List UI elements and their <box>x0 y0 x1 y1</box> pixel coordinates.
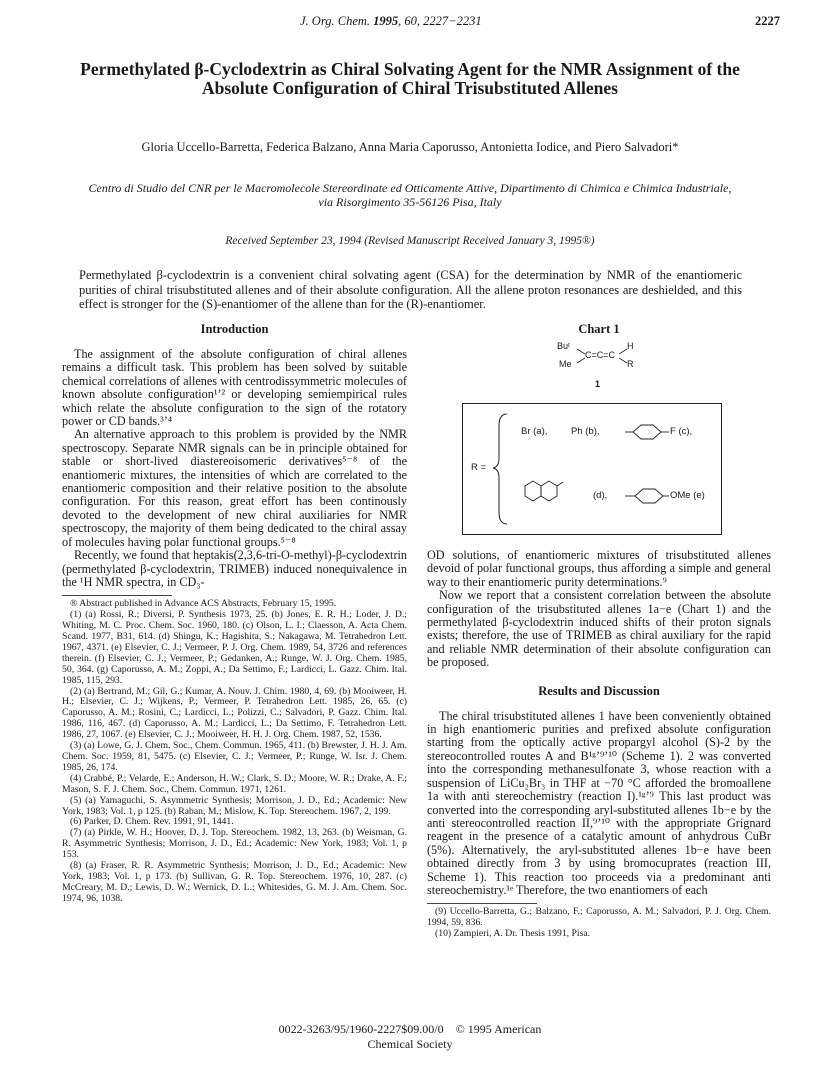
article-title: Permethylated β-Cyclodextrin as Chiral Solvating Agent for the NMR Assignment of the Absolute Configuration of Chiral Trisubstituted Allenes <box>80 59 740 98</box>
footnotes-right <box>427 907 771 940</box>
intro-paragraph: The assignment of the absolute configuration of chiral allenes remains a difficult task. This problem has been solved by suitable chemical correlations of allenes with centrodissymmetric molecules of known absolute configuration¹ʼ² or developing semiempirical rules which relate the absolute configuration to the sign of the rotatory power or CD bands.³ʼ⁴ <box>62 347 407 429</box>
abstract: Permethylated β-cyclodextrin is a convenient chiral solvating agent (CSA) for the determination by NMR of the enantiomeric purities of chiral trisubstituted allenes and of their absolute configuration. All the allene proton resonances are deshielded, and this effect is stronger for the (S)-enantiomer of the allene than for the (R)-enantiomer. <box>79 268 742 312</box>
volume-pages: 60, 2227−2231 <box>404 14 482 28</box>
methyl-label: Me <box>559 359 572 369</box>
compound-number: 1 <box>595 379 601 389</box>
introduction-body <box>62 348 407 589</box>
fluorophenyl-item: F (c), <box>670 426 693 437</box>
chart-title: Chart 1 <box>578 322 620 336</box>
footnote: (8) (a) Fraser, R. R. Asymmetric Synthesis; Morrison, J. D., Ed.; Academic: New York, 1983; Vol. 1, p 173. (b) Sullivan, G. R. Top. Stereochem. 1976, 10, 287. (c) McCreary, M. D.; Lewis, D. W.; Wernick, D. L.; Whitesides, G. M. J. Am. Chem. Soc. 1974, 96, 1038. <box>62 860 407 904</box>
footnote: (3) (a) Lowe, G. J. Chem. Soc., Chem. Commun. 1965, 411. (b) Brewster, J. H. J. Am. Chem. Soc. 1959, 81, 5475. (c) Elsevier, C. J.; Vermeer, P.; Runge, W. Isr. J. Chem. 1985, 26, 174. <box>62 740 407 773</box>
footnote-divider <box>62 595 172 596</box>
r-equals-label: R = <box>471 462 487 473</box>
footnote: (6) Parker, D. Chem. Rev. 1991, 91, 1441. <box>70 816 234 828</box>
page-footer <box>260 1022 560 1052</box>
right-column <box>427 322 771 940</box>
copyright-notice: © 1995 American Chemical Society <box>367 1022 542 1051</box>
footnote: (9) Uccello-Barretta, G.; Balzano, F.; Caporusso, A. M.; Salvadori, P. J. Org. Chem. 1994, 59, 836. <box>427 906 771 929</box>
footnote: (2) (a) Bertrand, M.; Gil, G.; Kumar, A. Nouv. J. Chim. 1980, 4, 69. (b) Mooiweer, H. H.; Elsevier, C. J.; Wijkens, P.; Vermeer, P. Tetrahedron Lett. 1985, 26, 65. (c) Caporusso, A. M.; Rosini, C.; Lardicci, L.; Polizzi, C.; Salvadori, P. Gazz. Chim. Ital. 1986, 116, 467. (d) Caporusso, A. M.; Lardicci, L.; Da Settimo, F. Tetrahedron Lett. 1986, 27, 1067. (e) Elsevier, C. J.; Mooiweer, H. H. J. Org. Chem. 1987, 52, 1536. <box>62 685 407 741</box>
results-paragraph: The chiral trisubstituted allenes 1 have been conveniently obtained in high enantiomeric purities and prefixed absolute configuration starting from the optically active propargyl alcohol (S)-2 by the stereocontrolled routes A and B¹ᵍʼ⁹ʼ¹⁰ (Scheme 1). 2 was converted into the corresponding methanesulfonate 3, whose reaction with a suspension of LiCu₂Br₃ in THF at −70 °C afforded the bromoallene 1a with anti stereochemistry (reaction I).¹ᵍʼ⁹ This last product was converted into the corresponding aryl-substituted allenes 1b−e by the anti stereocontrolled reaction II,⁹ʼ¹⁰ with the appropriate Grignard reagent in the presence of a catalytic amount of anhydrous CuBr (5%). Alternatively, the aryl-substituted allenes 1b−e have been obtained directly from 3 by using bromocuprates (reaction III, Scheme 1). This reaction too proceeds via a predominant anti stereochemistry.¹ᵉ Therefore, the two enantiomers of each <box>427 708 771 897</box>
footnote: (10) Zampieri, A. Dr. Thesis 1991, Pisa. <box>435 928 591 940</box>
footnote: (7) (a) Pirkle, W. H.; Hoover, D. J. Top. Stereochem. 1982, 13, 263. (b) Weisman, G. R. Asymmetric Synthesis; Morrison, J. D., Ed.; Academic: New York, 1983; Vol. 1, p 153. <box>62 827 407 861</box>
hydrogen-label: H <box>627 341 634 351</box>
footnote: (1) (a) Rossi, R.; Diversi, P. Synthesis 1973, 25. (b) Jones, E. R. H.; Loder, J. D.; Whiting, M. C. Proc. Chem. Soc. 1960, 180. (c) Olson, L. I.; Claesson, A. Acta Chem. Scand. 1977, B31, 614. (d) Shingu, K.; Hagishita, S.; Nakagawa, M. Tetrahedron Lett. 1967, 4371. (e) Elsevier, C. J.; Vermeer, P. J. Org. Chem. 1989, 54, 3726 and references therein. (f) Elsevier, C. J.; Vermeer, P.; Gedanken, A.; Runge, W. J. Org. Chem. 1985, 50, 364. (g) Caporusso, A. M.; Zoppi, A.; Da Settimo, F.; Lardicci, L. Gazz. Chim. Ital. 1985, 115, 293. <box>62 609 407 686</box>
footnote: (5) (a) Yamaguchi, S. Asymmetric Synthesis; Morrison, J. D., Ed.; Academic: New York, 1983; Vol. 1, p 125. (b) Raban, M.; Mislow, K. Top. Stereochem. 1967, 2, 199. <box>62 794 407 817</box>
journal-year: 1995 <box>373 14 399 28</box>
r-group-drawing <box>463 404 721 534</box>
page-number: 2227 <box>755 14 780 28</box>
footnotes-left <box>62 599 407 904</box>
introduction-heading: Introduction <box>200 322 269 336</box>
bromo-item: Br (a), <box>521 426 548 437</box>
intro-paragraph: Now we report that a consistent correlation between the absolute configuration of the trisubstituted allenes 1a−e (Chart 1) and the permethylated β-cyclodextrin induced shifts of their proton signals exists; therefore, the use of TRIMEB as chiral auxiliary for the rapid and reliable NMR determination of their absolute configuration can be proposed. <box>427 588 771 670</box>
r-group-label: R <box>627 359 634 369</box>
naphthyl-item: (d), <box>593 490 608 501</box>
running-header: J. Org. Chem. 1995, 60, 2227−2231 <box>300 14 482 28</box>
allene-bonds <box>557 341 647 381</box>
footnote-divider <box>427 903 537 904</box>
r-group-box <box>462 403 722 535</box>
footnote: (4) Crabbé, P.; Velarde, E.; Anderson, H. W.; Clark, S. D.; Moore, W. R.; Drake, A. F.; Mason, S. F. J. Chem. Soc., Chem. Commun. 1971, 1261. <box>62 772 407 795</box>
received-date: Received September 23, 1994 (Revised Manuscript Received January 3, 1995®) <box>225 235 595 247</box>
results-body <box>427 710 771 898</box>
phenyl-item: Ph (b), <box>571 426 600 437</box>
intro-paragraph: Recently, we found that heptakis(2,3,6-tri-O-methyl)-β-cyclodextrin (permethylated β-cyclodextrin, TRIMEB) induced nonequivalence in the ¹H NMR spectra, in CD₃- <box>62 548 407 589</box>
intro-paragraph: An alternative approach to this problem is provided by the NMR spectroscopy. Separate NMR signals can be in principle obtained for stable or short-lived diastereoisomeric derivatives⁵⁻⁸ of the enantiomeric mixtures, the intensities of which are correlated to the enantiomeric composition and their relative position to the absolute configuration. For this reason, great effort has been continously devoted to the development of new chiral auxiliaries for NMR spectroscopy, the majority of them being dedicated to the chiral assay of molecules having polar functional groups.⁵⁻⁸ <box>62 427 407 549</box>
methoxyphenyl-item: OMe (e) <box>670 490 705 501</box>
tbu-label: Buᵗ <box>557 341 570 351</box>
journal-name: J. Org. Chem. <box>300 14 371 28</box>
footnote: ® Abstract published in Advance ACS Abstracts, February 15, 1995. <box>70 598 337 610</box>
issn-code: 0022-3263/95/1960-2227$09.00/0 <box>278 1022 444 1036</box>
intro-continuation: OD solutions, of enantiomeric mixtures of trisubstituted allenes devoid of polar functional groups, thus affording a simple and general way to their enantiomeric purity determinations.⁹ <box>427 548 771 589</box>
author-list: Gloria Uccello-Barretta, Federica Balzano, Anna Maria Caporusso, Antonietta Iodice, and Piero Salvadori* <box>141 140 679 154</box>
right-column-body <box>427 549 771 670</box>
allene-structure <box>557 341 771 399</box>
allene-core-label: C=C=C <box>585 350 616 360</box>
left-column <box>62 322 407 905</box>
affiliation: Centro di Studio del CNR per le Macromolecole Stereordinate ed Otticamente Attive, Dipartimento di Chimica e Chimica Industriale, via Risorgimento 35-56126 Pisa, Italy <box>88 181 732 209</box>
results-heading: Results and Discussion <box>538 683 660 698</box>
